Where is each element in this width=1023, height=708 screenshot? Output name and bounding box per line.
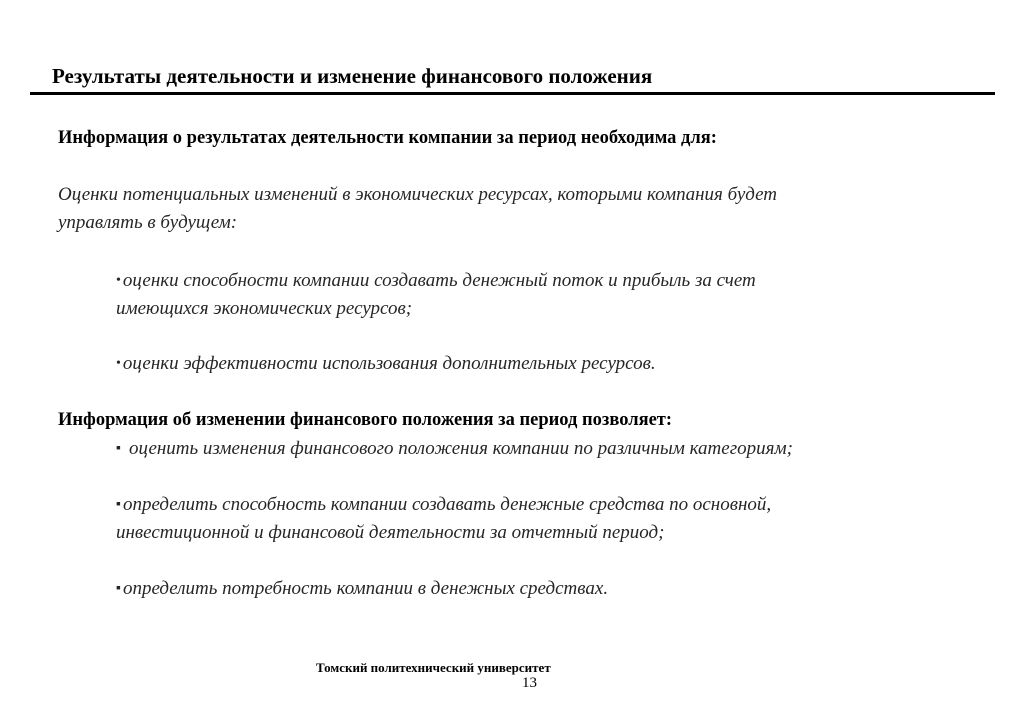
list-item <box>116 438 793 460</box>
list-item-text: оценить изменения финансового положения компании по различным категориям; <box>128 438 793 459</box>
section-1-heading: Информация о результатах деятельности компании за период необходима для: <box>58 128 717 148</box>
bullet-dot-icon: • <box>116 356 121 371</box>
title-divider <box>30 92 995 95</box>
list-item <box>116 353 656 375</box>
list-item-text: оценки эффективности использования дополнительных ресурсов. <box>122 353 656 374</box>
list-item <box>116 270 756 292</box>
section-1-intro-line-1: Оценки потенциальных изменений в экономических ресурсах, которыми компания будет <box>58 184 778 205</box>
footer-organization: Томский политехнический университет <box>316 660 551 675</box>
list-item-text: оценки способности компании создавать денежный поток и прибыль за счет <box>122 270 756 291</box>
list-item-text: определить потребность компании в денежных средствах. <box>122 578 609 599</box>
bullet-dot-icon: • <box>116 273 121 288</box>
list-item-text: определить способность компании создавать денежные средства по основной, <box>122 494 772 515</box>
list-item <box>116 494 771 516</box>
slide-title: Результаты деятельности и изменение финансового положения <box>52 64 653 88</box>
bullet-square-icon: ▪ <box>116 441 121 456</box>
bullet-square-icon: ▪ <box>116 581 121 596</box>
list-item <box>116 578 608 600</box>
section-2-heading: Информация об изменении финансового положения за период позволяет: <box>58 410 673 430</box>
list-item-continuation: имеющихся экономических ресурсов; <box>116 298 413 319</box>
list-item-continuation: инвестиционной и финансовой деятельности за отчетный период; <box>116 522 665 543</box>
bullet-square-icon: ▪ <box>116 497 121 512</box>
page-number: 13 <box>522 675 537 691</box>
section-1-intro-line-2: управлять в будущем: <box>58 212 238 233</box>
